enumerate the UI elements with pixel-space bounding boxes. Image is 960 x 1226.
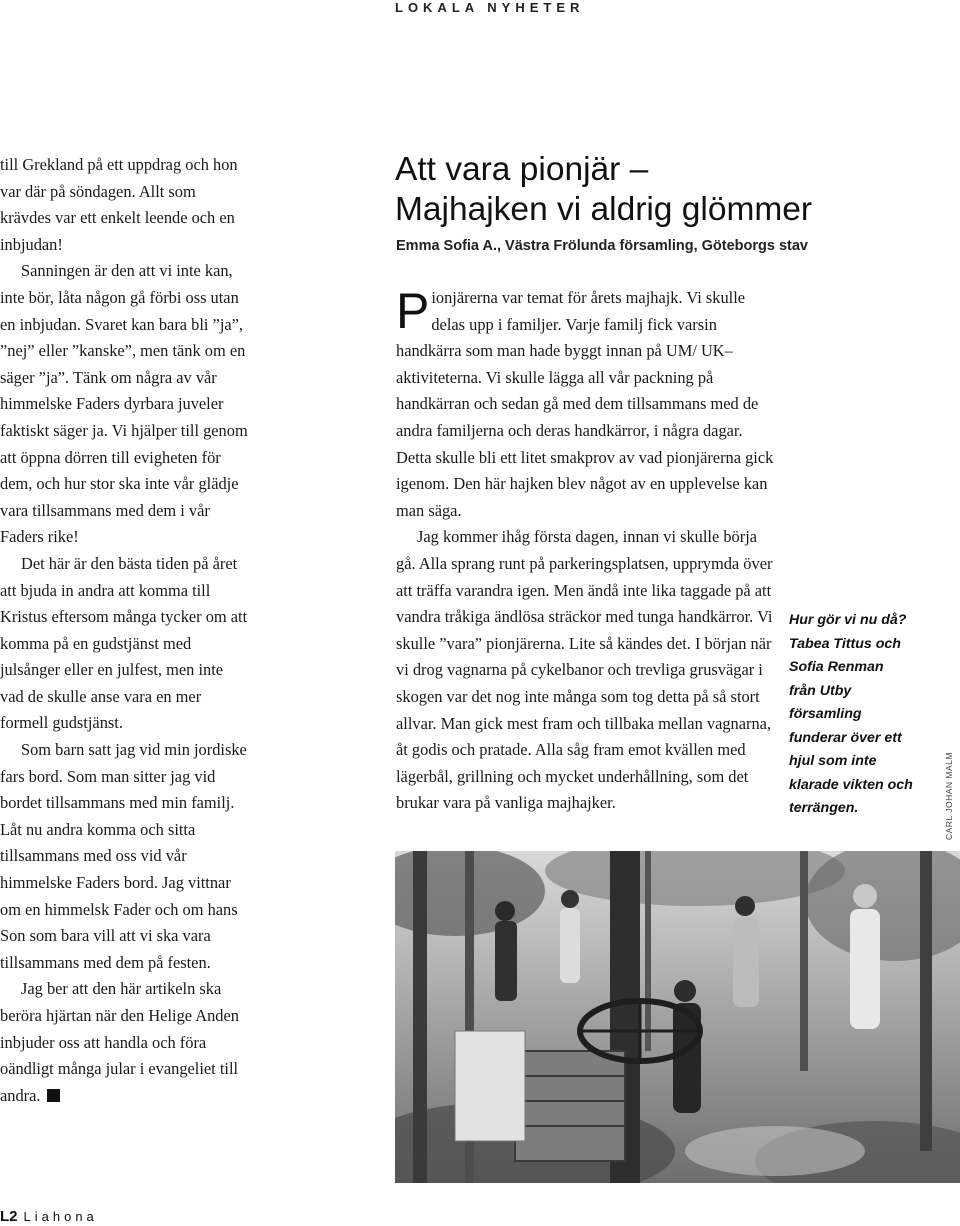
left-paragraph: Sanningen är den att vi inte kan, inte bör, låta någon gå förbi oss utan en inbjudan. Svaret kan bara bli ”ja”, ”nej” eller ”kanske”, men tänk om en säger ”ja”. Tänk om några av vår himmelske Faders dyrbara juveler faktiskt säger ja. Vi hjälper till genom att öppna dörren till evigheten för dem, och hur stor ska inte vår glädje vara tillsammans med dem i vår Faders rike! <box>0 261 248 547</box>
forest-scene-image <box>395 851 960 1183</box>
article-body <box>396 285 776 817</box>
end-mark-icon <box>47 1089 60 1102</box>
section-header: LOKALA NYHETER <box>395 0 585 15</box>
article-paragraph <box>396 285 776 524</box>
page-footer <box>0 1208 98 1226</box>
headline-line-2: Majhajken vi aldrig glömmer <box>395 191 813 228</box>
left-column <box>0 152 248 1109</box>
photo-credit: CARL JOHAN MALM <box>944 752 954 840</box>
article-paragraph-text: ionjärerna var temat för årets majhajk. Vi skulle delas upp i familjer. Varje familj fick varsin handkärra som man hade byggt innan på UM/ UK–aktiviteterna. Vi skulle lägga all vår packning på handkärran och sedan gå med dem tillsammans med de andra familjerna och deras handkärror, i några dagar. Detta skulle bli ett litet smakprov av vad pionjärerna gick igenom. Den här hajken blev något av en upplevelse kan man säga. <box>396 288 774 520</box>
page-number: L2 <box>0 1208 18 1225</box>
article-byline: Emma Sofia A., Västra Frölunda församling, Göteborgs stav <box>396 238 808 254</box>
left-paragraph: till Grekland på ett uppdrag och hon var där på söndagen. Allt som krävdes var ett enkelt leende och en inbjudan! <box>0 155 238 254</box>
left-paragraph: Som barn satt jag vid min jordiske fars bord. Som man sitter jag vid bordet tillsammans med min familj. Låt nu andra komma och sitta tillsammans med oss vid vår himmelske Faders bord. Jag vittnar om en himmelsk Fader och om hans Son som bara vill att vi ska vara tillsammans med dem på festen. <box>0 740 247 972</box>
drop-cap: P <box>396 283 430 339</box>
article-photo <box>395 851 960 1183</box>
left-paragraph-last <box>0 976 248 1109</box>
photo-caption: Hur gör vi nu då? Tabea Tittus och Sofia Renman från Utby församling funderar över ett hjul som inte klarade vikten och terrängen. <box>789 612 913 816</box>
article-headline <box>395 150 855 230</box>
left-paragraph: Det här är den bästa tiden på året att bjuda in andra att komma till Kristus eftersom många tycker om att komma på en gudstjänst med julsånger eller en julfest, men inte vad de skulle anse vara en mer formell gudstjänst. <box>0 553 248 733</box>
magazine-name: Liahona <box>23 1209 98 1224</box>
headline-line-1: Att vara pionjär – <box>395 151 649 188</box>
left-paragraph-text: Jag ber att den här artikeln ska beröra hjärtan när den Helige Anden inbjuder oss att handla och föra oändligt många jular i evangeliet till andra. <box>0 979 239 1105</box>
article-paragraph: Jag kommer ihåg första dagen, innan vi skulle börja gå. Alla sprang runt på parkeringsplatsen, upprymda över att träffa varandra igen. Men ändå inte lika taggade på att vandra tråkiga ändlösa sträckor med tunga handkärror. Vi skulle ”vara” pionjärerna. Lite så kändes det. I början när vi drog vagnarna på cykelbanor och trevliga grusvägar i skogen var det nog inte många som tog detta på så stort allvar. Man gick mest fram och tillbaka mellan vagnarna, åt godis och pratade. Alla såg fram emot kvällen med lägerbål, grillning och mycket underhållning, som det brukar vara på vanliga majhajker. <box>396 527 773 813</box>
